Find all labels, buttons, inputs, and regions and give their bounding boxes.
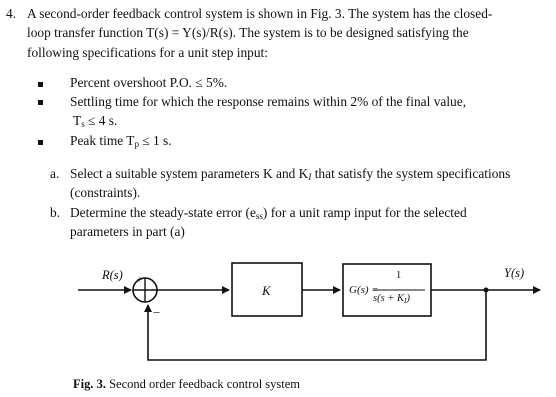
part-b-line-2: parameters in part (a) [70, 224, 185, 239]
part-a-label: a. [50, 166, 60, 181]
gain-label: K [262, 283, 271, 298]
input-label: R(s) [102, 268, 123, 282]
intro-line-2: loop transfer function T(s) = Y(s)/R(s). The system is to be designed satisfying the [27, 25, 469, 40]
part-a-line-2: (constraints). [70, 185, 141, 200]
plant-prefix: G(s) = [349, 284, 379, 296]
minus-sign: − [153, 305, 161, 320]
problem-number: 4. [6, 6, 17, 21]
part-b-label: b. [50, 205, 61, 220]
plant-numerator: 1 [396, 270, 402, 281]
feedback-path [148, 290, 486, 360]
part-a-line-1: Select a suitable system parameters K and $K_I$ that satisfy the system specifications [70, 166, 511, 182]
plus-sign: + [137, 275, 143, 286]
output-label: Y(s) [504, 266, 525, 280]
spec-settling-line-2: $T_s \le 4$ s. [73, 113, 118, 129]
plant-denominator: $s(s + K_I)$ [373, 293, 411, 305]
figure-caption: Fig. 3. Second order feedback control system [73, 377, 301, 391]
intro-line-1: A second-order feedback control system is shown in Fig. 3. The system has the closed- [27, 6, 493, 21]
spec-overshoot: Percent overshoot P.O. ≤ 5%. [70, 75, 228, 90]
part-b-line-1: Determine the steady-state error $(e_{ss})$ for a unit ramp input for the selected [70, 205, 467, 221]
intro-line-3: following specifications for a unit step input: [27, 45, 268, 60]
spec-peak-time: Peak time $T_p \le 1$ s. [70, 133, 172, 149]
spec-settling-line-1: Settling time for which the response remains within 2% of the final value, [70, 94, 467, 109]
